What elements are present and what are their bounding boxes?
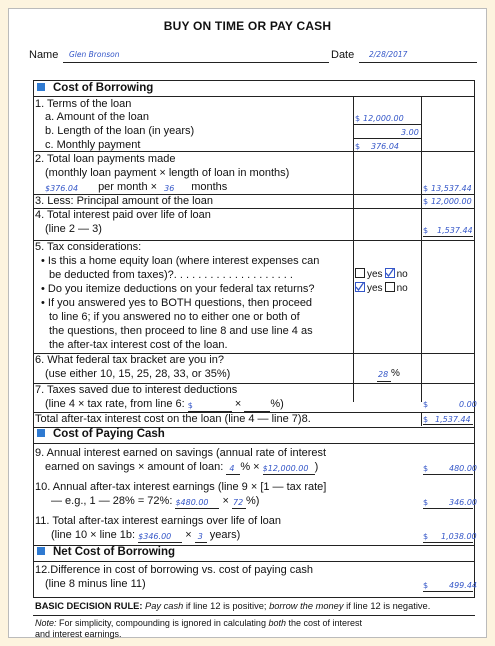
line-1b-label: b. Length of the loan (in years) bbox=[45, 125, 195, 137]
line-2-label: 2. Total loan payments made bbox=[35, 153, 176, 165]
line-10-label: 10. Annual after-tax interest earnings (line 9 × [1 — tax rate] bbox=[35, 481, 327, 493]
line-2-sub-label: (monthly loan payment × length of loan in months) bbox=[45, 167, 290, 179]
savings-rate[interactable]: 4 bbox=[229, 464, 235, 473]
line-12-label: 12.Difference in cost of borrowing vs. cost of paying cash bbox=[35, 564, 313, 576]
section-net: Net Cost of Borrowing bbox=[37, 545, 175, 559]
name-value: Glen Bronson bbox=[69, 50, 120, 59]
line-4-label: 4. Total interest paid over life of loan bbox=[35, 209, 211, 221]
line-4-sub-label: (line 2 — 3) bbox=[45, 223, 102, 235]
section-cash: Cost of Paying Cash bbox=[37, 427, 165, 441]
line-1c-label: c. Monthly payment bbox=[45, 139, 141, 151]
line-10-line9[interactable]: $480.00 bbox=[175, 498, 209, 507]
column-divider-b bbox=[421, 96, 422, 402]
savings-amount[interactable]: $12,000.00 bbox=[262, 464, 309, 473]
monthly-payment[interactable]: 376.04 bbox=[371, 142, 399, 151]
line-5-label: 5. Tax considerations: bbox=[35, 241, 142, 253]
decision-rule: BASIC DECISION RULE: Pay cash if line 12 is positive; borrow the money if line 12 is negative. bbox=[35, 601, 431, 611]
line-11-value[interactable]: 1,038.00 bbox=[441, 532, 477, 541]
section-borrowing-title: Cost of Borrowing bbox=[53, 82, 154, 94]
tax-bracket[interactable]: 28 % bbox=[377, 367, 400, 382]
line-2-months[interactable]: 36 bbox=[164, 184, 175, 193]
line-12-value[interactable]: 499.44 bbox=[449, 581, 477, 590]
loan-length-years[interactable]: 3.00 bbox=[401, 128, 419, 137]
after-tax-pct[interactable]: 72 bbox=[233, 498, 244, 507]
line-2-calc: $376.04 per month × 36 months bbox=[45, 180, 227, 195]
home-equity-answer: yes no bbox=[355, 268, 408, 282]
line-2-total[interactable]: 13,537.44 bbox=[431, 184, 472, 193]
itemize-answer: yes no bbox=[355, 282, 408, 296]
column-divider-a bbox=[353, 96, 354, 402]
date-label: Date bbox=[331, 49, 355, 61]
line-11-line10[interactable]: $346.00 bbox=[138, 532, 172, 541]
footnote: Note: For simplicity, compounding is ignored in calculating both the cost of interest bbox=[35, 618, 363, 628]
line-1-label: 1. Terms of the loan bbox=[35, 98, 132, 110]
itemize-yes-checkbox[interactable] bbox=[355, 282, 365, 292]
line-2-monthly[interactable]: $376.04 bbox=[45, 184, 79, 193]
line-10-value[interactable]: 346.00 bbox=[449, 498, 477, 507]
line-4-interest[interactable]: 1,537.44 bbox=[437, 226, 473, 235]
square-bullet-icon bbox=[37, 547, 45, 555]
line-9-value[interactable]: 480.00 bbox=[449, 464, 477, 473]
line-6-label: 6. What federal tax bracket are you in? bbox=[35, 354, 224, 366]
loan-amount[interactable]: 12,000.00 bbox=[363, 114, 404, 123]
line-8-label: Total after-tax interest cost on the loan (line 4 — line 7)8. bbox=[35, 413, 311, 425]
line-7-saved[interactable]: 0.00 bbox=[459, 400, 477, 409]
date-value: 2/28/2017 bbox=[369, 50, 408, 59]
line-7-label: 7. Taxes saved due to interest deductions bbox=[35, 384, 238, 396]
line-8-total[interactable]: 1,537.44 bbox=[435, 415, 471, 424]
worksheet-page bbox=[8, 8, 487, 638]
itemize-no-checkbox[interactable] bbox=[385, 282, 395, 292]
line-3-principal[interactable]: 12,000.00 bbox=[431, 197, 472, 206]
square-bullet-icon bbox=[37, 83, 45, 91]
line-11-label: 11. Total after-tax interest earnings over life of loan bbox=[35, 515, 282, 527]
line-3-label: 3. Less: Principal amount of the loan bbox=[35, 195, 213, 207]
worksheet-form: Cost of Borrowing 1. Terms of the loan a. Amount of the loan $ 12,000.00 b. Length of the loan (in years) 3.00 c. Monthly payment $ 376.04 2. Total loan payments made (monthly loan payment × length of loan in months) $376.04 per month × 36 months $ 13,537.44 3. Less: Principal amount of the loan $ 12,000.00 4. Total interest paid over life of loan (line 2 — 3) $ 1,537.44 5. Tax considerations: • Is this a home equity loan (where interest expenses can be deducted from taxes)?. . . . . . . . . . . . . . . . . . . . yes no • Do you itemize deductions on your federal tax returns? yes no • If you answered yes to BOTH questions, then proceed to line 6; if you answered no to either one or both of the questions, then proceed to line 8 and use line 4 as the after-tax interest cost of the loan. 6. What federal tax bracket are you in? (use either 10, 15, 25, 28, 33, or 35%) 28 % 7. Taxes saved due to interest deductions (line 4 × tax rate, from line 6: $ × %) $ 0.00 Total after-tax interest cost on the loan (line 4 — line 7)8. $ 1,537.44 Cost of Paying Cash 9. Annual interest earned on savings (annual rate of interest earned on savings × amount of loan: 4 % × $12,000.00 ) $ 480.00 10. Annual after-tax interest earnings (line 9 × [1 — tax rate] — e.g., 1 — 28% = 72%: $480.00 × 72 %) $ 346.00 11. Total after-tax interest earnings over life of loan (line 10 × line 1b: $346.00 × 3 years) $ 1,038.00 Net Cost of Borrowing 12.Difference in cost of borrowing vs. cost of paying cash (line 8 minus line 11) $ 499.44 BASIC DECISION RULE: Pay cash if line 12 is positive; borrow the money if line 12 is negative. Note: For simplicity, compounding is ignored in calculating both the cost of interest and interest earnings. bbox=[35, 82, 477, 639]
home-equity-yes-checkbox[interactable] bbox=[355, 268, 365, 278]
name-label: Name bbox=[29, 49, 59, 61]
section-borrowing bbox=[33, 80, 475, 97]
square-bullet-icon bbox=[37, 429, 45, 437]
worksheet-title: BUY ON TIME OR PAY CASH bbox=[163, 19, 332, 33]
line-11-years[interactable]: 3 bbox=[197, 532, 203, 541]
line-9-label: 9. Annual interest earned on savings (annual rate of interest bbox=[35, 447, 327, 459]
line-1a-label: a. Amount of the loan bbox=[45, 111, 149, 123]
home-equity-no-checkbox[interactable] bbox=[385, 268, 395, 278]
